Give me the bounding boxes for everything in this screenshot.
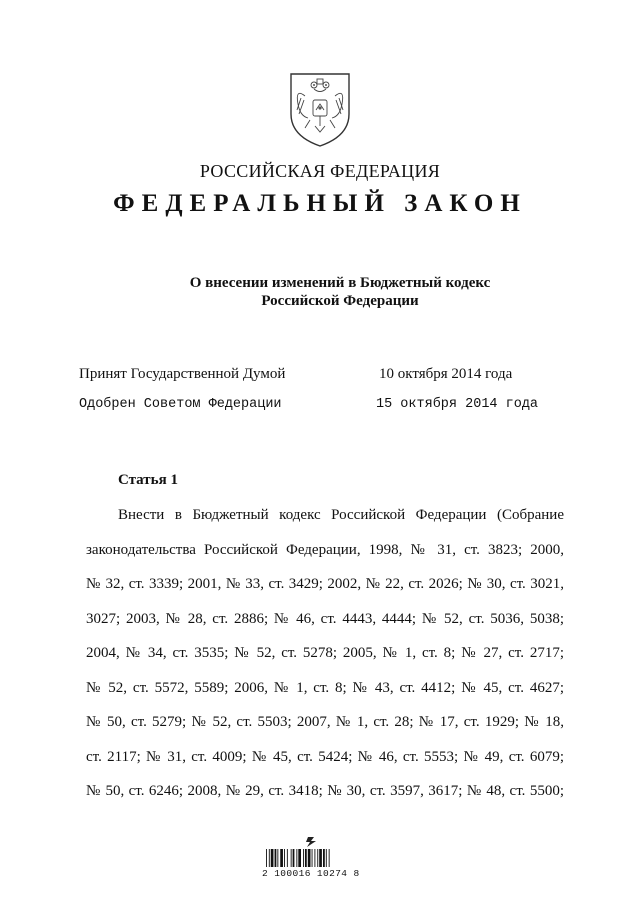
- article-body: [86, 498, 564, 809]
- barcode-bar: [287, 849, 288, 867]
- body-line: ст. 2117; № 31, ст. 4009; № 45, ст. 5424; № 46, ст. 5553; № 49, ст. 6079;: [86, 748, 564, 765]
- barcode-bar: [314, 849, 315, 867]
- barcode-bar: [329, 849, 330, 867]
- council-approval-date: 15 октября 2014 года: [376, 397, 539, 412]
- barcode-bar: [305, 849, 307, 867]
- law-subject: [140, 274, 540, 310]
- barcode-bar: [293, 849, 295, 867]
- barcode-bar: [296, 849, 297, 867]
- body-line: Внести в Бюджетный кодекс Российской Федерации (Собрание: [118, 507, 564, 523]
- barcode-bar: [271, 849, 274, 867]
- body-line: 3027; 2003, № 28, ст. 2886; № 46, ст. 4443, 4444; № 52, ст. 5036, 5038;: [86, 610, 564, 627]
- law-subject-line-1: О внесении изменений в Бюджетный кодекс: [189, 275, 491, 291]
- law-subject-line-2: Российской Федерации: [261, 293, 419, 309]
- coat-of-arms-emblem: [285, 70, 355, 148]
- body-line: № 50, ст. 5279; № 52, ст. 5503; 2007, № 1, ст. 28; № 17, ст. 1929; № 18,: [86, 714, 564, 730]
- body-line: № 50, ст. 6246; 2008, № 29, ст. 3418; № 30, ст. 3597, 3617; № 48, ст. 5500;: [86, 783, 564, 799]
- body-line: 2004, № 34, ст. 3535; № 52, ст. 5278; 2005, № 1, ст. 8; № 27, ст. 2717;: [86, 645, 564, 661]
- barcode-bar: [317, 849, 318, 867]
- body-line: законодательства Российской Федерации, 1998, № 31, ст. 3823; 2000,: [86, 541, 564, 558]
- document-type-heading: ФЕДЕРАЛЬНЫЙ ЗАКОН: [113, 190, 527, 217]
- barcode-bar: [277, 849, 278, 867]
- barcode-bar: [280, 849, 283, 867]
- barcode-bar: [298, 849, 301, 867]
- barcode-bar: [269, 849, 270, 867]
- barcode-bar: [308, 849, 311, 867]
- article-title: Статья 1: [118, 472, 178, 488]
- duma-adoption-label: Принят Государственной Думой: [79, 366, 286, 382]
- barcode-lightning-mark: [306, 837, 316, 847]
- barcode-bar: [275, 849, 277, 867]
- barcode-bar: [312, 849, 313, 867]
- council-approval-label: Одобрен Советом Федерации: [79, 397, 282, 412]
- barcode-bar: [326, 849, 327, 867]
- barcode-bar: [266, 849, 267, 867]
- barcode-number: 2 100016 10274 8: [262, 868, 360, 879]
- barcode-bar: [323, 849, 325, 867]
- barcode-bar: [319, 849, 322, 867]
- duma-adoption-date: 10 октября 2014 года: [379, 366, 513, 382]
- country-heading: РОССИЙСКАЯ ФЕДЕРАЦИЯ: [199, 161, 441, 181]
- barcode-bar: [284, 849, 285, 867]
- body-line: № 52, ст. 5572, 5589; 2006, № 1, ст. 8; № 43, ст. 4412; № 45, ст. 4627;: [86, 679, 564, 696]
- barcode-bar: [291, 849, 292, 867]
- barcode-bar: [303, 849, 304, 867]
- body-line: № 32, ст. 3339; 2001, № 33, ст. 3429; 2002, № 22, ст. 2026; № 30, ст. 3021,: [86, 576, 564, 592]
